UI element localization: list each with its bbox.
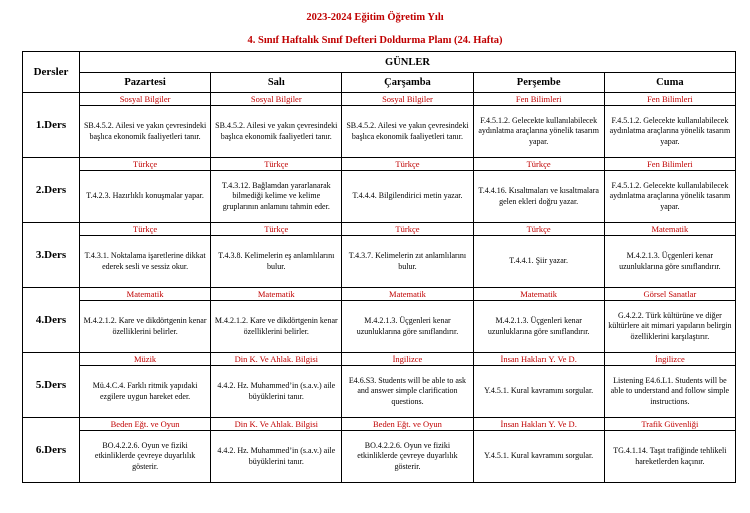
- subject-name: İnsan Hakları Y. Ve D.: [474, 418, 604, 431]
- objective-text: M.4.2.1.3. Üçgenleri kenar uzunluklarına göre sınıflandırır.: [619, 251, 721, 271]
- lesson-cell: [342, 353, 473, 418]
- lesson-cell: [342, 223, 473, 288]
- objective-text: 4.4.2. Hz. Muhammed’in (s.a.v.) aile büyüklerini tanır.: [217, 446, 336, 466]
- lesson-cell: [211, 93, 342, 158]
- table-row: [23, 158, 736, 223]
- objective-text: T.4.3.8. Kelimelerin eş anlamlılarını bulur.: [218, 251, 335, 271]
- objective-text: F.4.5.1.2. Gelecekte kullanılabilecek aydınlatma araçlarına yönelik tasarım yapar.: [478, 115, 599, 146]
- gunler-header: GÜNLER: [80, 52, 736, 73]
- objective-text: G.4.2.2. Türk kültürüne ve diğer kültürlere ait mimari yapıların belirgin özelliklerini karşılaştırır.: [608, 310, 732, 341]
- lesson-cell: [473, 158, 604, 223]
- subject-name: Türkçe: [80, 223, 210, 236]
- subject-name: Fen Bilimleri: [605, 93, 735, 106]
- subject-name: Sosyal Bilgiler: [342, 93, 472, 106]
- lesson-cell: [473, 93, 604, 158]
- lesson-cell: [211, 353, 342, 418]
- objective-text: F.4.5.1.2. Gelecekte kullanılabilecek aydınlatma araçlarına yönelik tasarım yapar.: [609, 180, 731, 211]
- objective-text: F.4.5.1.2. Gelecekte kullanılabilecek aydınlatma araçlarına yönelik tasarım yapar.: [609, 115, 731, 146]
- lesson-cell: [473, 288, 604, 353]
- lesson-cell: [342, 418, 473, 483]
- lesson-cell: [80, 288, 211, 353]
- objective-text: T.4.3.7. Kelimelerin zıt anlamlılarını bulur.: [348, 251, 467, 271]
- lesson-cell: [211, 158, 342, 223]
- lesson-label: 5.Ders: [23, 353, 80, 418]
- objective-text: E4.6.S3. Students will be able to ask and answer simple clarification questions.: [348, 375, 467, 406]
- objective-text: SB.4.5.2. Ailesi ve yakın çevresindeki başlıca ekonomik faaliyetleri tanır.: [83, 121, 207, 141]
- lesson-cell: [342, 93, 473, 158]
- subject-name: Din K. Ve Ahlak. Bilgisi: [211, 353, 341, 366]
- objective-text: SB.4.5.2. Ailesi ve yakın çevresindeki başlıca ekonomik faaliyetleri tanır.: [215, 121, 338, 141]
- objective-text: Listening E4.6.L1. Students will be able to understand and follow simple instructions.: [610, 375, 730, 406]
- subject-name: Görsel Sanatlar: [605, 288, 735, 301]
- day-header: Salı: [211, 73, 342, 93]
- objective-text: T.4.4.1. Şiir yazar.: [509, 256, 569, 266]
- subject-name: Trafik Güvenliği: [605, 418, 735, 431]
- subject-name: Türkçe: [474, 223, 604, 236]
- subject-name: Matematik: [474, 288, 604, 301]
- lesson-cell: [604, 223, 735, 288]
- subject-name: İngilizce: [342, 353, 472, 366]
- subject-name: Müzik: [80, 353, 210, 366]
- subject-name: Matematik: [211, 288, 341, 301]
- objective-text: M.4.2.1.3. Üçgenleri kenar uzunluklarına göre sınıflandırır.: [487, 316, 590, 336]
- weekly-plan-table: [22, 51, 736, 483]
- objective-text: M.4.2.1.2. Kare ve dikdörtgenin kenar özelliklerini belirler.: [83, 316, 207, 336]
- objective-text: BO.4.2.2.6. Oyun ve fiziki etkinliklerde çevreye duyarlılık gösterir.: [357, 440, 458, 471]
- table-row: [23, 353, 736, 418]
- objective-text: Y.4.5.1. Kural kavramını sorgular.: [484, 451, 594, 461]
- subject-name: Türkçe: [342, 223, 472, 236]
- subject-name: Türkçe: [211, 223, 341, 236]
- objective-text: BO.4.2.2.6. Oyun ve fiziki etkinliklerde çevreye duyarlılık gösterir.: [94, 440, 196, 471]
- subject-name: Beden Eğt. ve Oyun: [342, 418, 472, 431]
- subject-name: Türkçe: [474, 158, 604, 171]
- objective-text: M.4.2.1.2. Kare ve dikdörtgenin kenar özelliklerini belirler.: [214, 316, 338, 336]
- objective-text: T.4.3.12. Bağlamdan yararlanarak bilmediği kelime ve kelime gruplarının anlamını tahmin eder.: [221, 180, 331, 211]
- lesson-cell: [80, 93, 211, 158]
- day-header: Perşembe: [473, 73, 604, 93]
- lesson-cell: [211, 288, 342, 353]
- lesson-cell: [604, 353, 735, 418]
- objective-text: M.4.2.1.3. Üçgenleri kenar uzunluklarına göre sınıflandırır.: [356, 316, 459, 336]
- objective-text: 4.4.2. Hz. Muhammed’in (s.a.v.) aile büyüklerini tanır.: [217, 381, 336, 401]
- objective-text: TG.4.1.14. Taşıt trafiğinde tehlikeli hareketlerden kaçınır.: [613, 446, 727, 466]
- subject-name: İngilizce: [605, 353, 735, 366]
- document-title: 2023-2024 Eğitim Öğretim Yılı: [306, 12, 444, 23]
- lesson-cell: [211, 418, 342, 483]
- lesson-cell: [342, 288, 473, 353]
- subject-name: Fen Bilimleri: [605, 158, 735, 171]
- lesson-cell: [80, 418, 211, 483]
- lesson-cell: [80, 223, 211, 288]
- objective-text: Mü.4.C.4. Farklı ritmik yapıdaki ezgilere uygun hareket eder.: [92, 381, 198, 401]
- lesson-cell: [604, 93, 735, 158]
- subject-name: Türkçe: [342, 158, 472, 171]
- subject-name: İnsan Hakları Y. Ve D.: [474, 353, 604, 366]
- objective-text: T.4.3.1. Noktalama işaretlerine dikkat ederek sesli ve sessiz okur.: [84, 251, 206, 271]
- objective-text: SB.4.5.2. Ailesi ve yakın çevresindeki başlıca ekonomik faaliyetleri tanır.: [346, 121, 469, 141]
- day-header: Pazartesi: [80, 73, 211, 93]
- subject-name: Fen Bilimleri: [474, 93, 604, 106]
- table-row: [23, 223, 736, 288]
- lesson-cell: [80, 353, 211, 418]
- lesson-label: 2.Ders: [23, 158, 80, 223]
- objective-text: T.4.4.16. Kısaltmaları ve kısaltmalara gelen ekleri doğru yazar.: [478, 186, 599, 206]
- table-row: [23, 93, 736, 158]
- objective-text: T.4.4.4. Bilgilendirici metin yazar.: [352, 191, 463, 201]
- lesson-label: 4.Ders: [23, 288, 80, 353]
- lesson-cell: [342, 158, 473, 223]
- subject-name: Beden Eğt. ve Oyun: [80, 418, 210, 431]
- lesson-cell: [473, 353, 604, 418]
- lesson-cell: [604, 158, 735, 223]
- subject-name: Sosyal Bilgiler: [211, 93, 341, 106]
- lesson-cell: [80, 158, 211, 223]
- objective-text: Y.4.5.1. Kural kavramını sorgular.: [484, 386, 594, 396]
- day-header: Çarşamba: [342, 73, 473, 93]
- subject-name: Sosyal Bilgiler: [80, 93, 210, 106]
- subject-name: Türkçe: [80, 158, 210, 171]
- objective-text: T.4.2.3. Hazırlıklı konuşmalar yapar.: [86, 191, 204, 201]
- document-subtitle: 4. Sınıf Haftalık Sınıf Defteri Doldurma Planı (24. Hafta): [247, 35, 503, 46]
- subject-name: Matematik: [605, 223, 735, 236]
- day-header: Cuma: [604, 73, 735, 93]
- lesson-cell: [604, 418, 735, 483]
- table-row: [23, 418, 736, 483]
- dersler-header: Dersler: [23, 52, 80, 93]
- subject-name: Türkçe: [211, 158, 341, 171]
- subject-name: Din K. Ve Ahlak. Bilgisi: [211, 418, 341, 431]
- lesson-label: 3.Ders: [23, 223, 80, 288]
- lesson-cell: [473, 418, 604, 483]
- lesson-label: 6.Ders: [23, 418, 80, 483]
- lesson-cell: [473, 223, 604, 288]
- lesson-label: 1.Ders: [23, 93, 80, 158]
- table-row: [23, 288, 736, 353]
- lesson-cell: [604, 288, 735, 353]
- subject-name: Matematik: [342, 288, 472, 301]
- subject-name: Matematik: [80, 288, 210, 301]
- lesson-cell: [211, 223, 342, 288]
